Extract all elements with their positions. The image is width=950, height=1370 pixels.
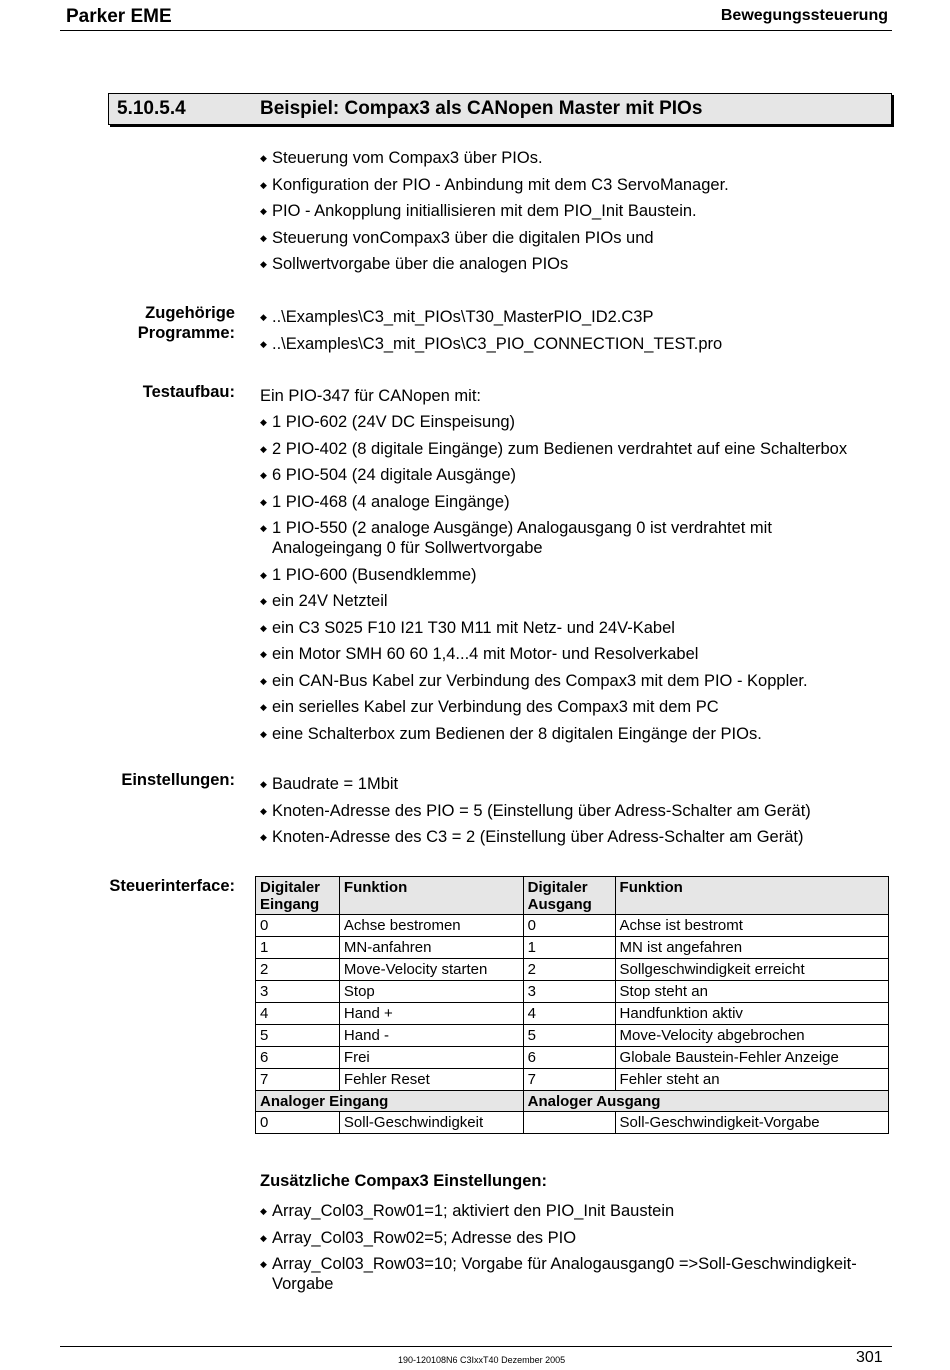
einstellungen-label: Einstellungen:: [121, 771, 235, 789]
list-item: ◆ Array_Col03_Row03=10; Vorgabe für Analogausgang0 =>Soll-Geschwindigkeit-Vorgabe: [260, 1255, 857, 1293]
diamond-bullet-icon: ◆: [260, 496, 267, 507]
section-heading: [108, 93, 892, 125]
diamond-bullet-icon: ◆: [260, 832, 267, 842]
list-item: ◆ Steuerung vom Compax3 über PIOs.: [260, 149, 543, 167]
list-item: ◆ 1 PIO-550 (2 analoge Ausgänge) Analogausgang 0 ist verdrahtet mit Analogeingang 0 für Sollwertvorgabe: [260, 519, 772, 557]
diamond-bullet-icon: ◆: [260, 470, 267, 480]
section-title: Beispiel: Compax3 als CANopen Master mit PIOs: [260, 98, 703, 119]
table-cell: [523, 1112, 615, 1134]
zusaetzliche-title: Zusätzliche Compax3 Einstellungen:: [260, 1172, 547, 1190]
table-cell: 3: [523, 981, 615, 1003]
table-cell: 0: [256, 1112, 340, 1134]
diamond-bullet-icon: ◆: [260, 702, 267, 712]
list-item: ◆ ein Motor SMH 60 60 1,4...4 mit Motor- und Resolverkabel: [260, 645, 699, 663]
col-function-output: Funktion: [615, 877, 888, 915]
diamond-bullet-icon: ◆: [260, 779, 267, 789]
table-cell: Frei: [339, 1047, 523, 1069]
table-row: [256, 1025, 889, 1047]
list-item: ◆ Array_Col03_Row01=1; aktiviert den PIO_Init Baustein: [260, 1202, 675, 1220]
diamond-bullet-icon: ◆: [260, 805, 267, 816]
table-cell: Sollgeschwindigkeit erreicht: [615, 959, 888, 981]
col-digital-input: Digitaler Eingang: [256, 877, 340, 915]
table-row: [256, 1112, 889, 1134]
table-cell: Move-Velocity abgebrochen: [615, 1025, 888, 1047]
diamond-bullet-icon: ◆: [260, 649, 267, 659]
subheader-analog-input: Analoger Eingang: [256, 1091, 524, 1112]
list-item: ◆ Knoten-Adresse des PIO = 5 (Einstellung über Adress-Schalter am Gerät): [260, 801, 811, 820]
table-cell: Hand +: [339, 1003, 523, 1025]
list-item: ◆ 1 PIO-602 (24V DC Einspeisung): [260, 413, 516, 431]
diamond-bullet-icon: ◆: [260, 338, 267, 349]
diamond-bullet-icon: ◆: [260, 417, 267, 427]
table-cell: Soll-Geschwindigkeit-Vorgabe: [615, 1112, 888, 1134]
diamond-bullet-icon: ◆: [260, 232, 267, 243]
steuerinterface-table: [255, 876, 889, 1134]
testaufbau-label: Testaufbau:: [142, 383, 235, 401]
subheader-analog-output: Analoger Ausgang: [523, 1091, 888, 1112]
header-divider: [60, 30, 892, 31]
table-cell: 5: [256, 1025, 340, 1047]
list-item: ◆ Baudrate = 1Mbit: [260, 775, 399, 793]
header-chapter: Bewegungssteuerung: [720, 7, 888, 24]
table-cell: 3: [256, 981, 340, 1003]
table-cell: 4: [256, 1003, 340, 1025]
diamond-bullet-icon: ◆: [260, 179, 267, 190]
table-cell: 7: [523, 1069, 615, 1091]
table-row: [256, 1047, 889, 1069]
list-item: ◆ Knoten-Adresse des C3 = 2 (Einstellung über Adress-Schalter am Gerät): [260, 828, 804, 846]
list-item: ◆ 2 PIO-402 (8 digitale Eingänge) zum Bedienen verdrahtet auf eine Schalterbox: [260, 439, 848, 458]
table-cell: 5: [523, 1025, 615, 1047]
diamond-bullet-icon: ◆: [260, 675, 267, 686]
diamond-bullet-icon: ◆: [260, 153, 267, 163]
table-cell: Stop steht an: [615, 981, 888, 1003]
table-cell: MN-anfahren: [339, 937, 523, 959]
table-row: [256, 1069, 889, 1091]
list-item: ◆ Array_Col03_Row02=5; Adresse des PIO: [260, 1228, 577, 1247]
table-cell: Hand -: [339, 1025, 523, 1047]
programs-list: [260, 307, 890, 360]
table-cell: 2: [523, 959, 615, 981]
list-item: ◆ 1 PIO-468 (4 analoge Eingänge): [260, 492, 510, 511]
table-cell: MN ist angefahren: [615, 937, 888, 959]
footer-doc-id: 190-120108N6 C3IxxT40 Dezember 2005: [398, 1355, 566, 1365]
zusaetzliche-list: [260, 1201, 890, 1301]
table-cell: 1: [256, 937, 340, 959]
table-row: [256, 937, 889, 959]
table-cell: Fehler steht an: [615, 1069, 888, 1091]
footer-divider: [60, 1346, 892, 1347]
testaufbau-list: [260, 412, 890, 750]
table-row: [256, 981, 889, 1003]
diamond-bullet-icon: ◆: [260, 206, 267, 216]
table-body: [256, 915, 889, 1134]
intro-list: [260, 148, 890, 281]
table-cell: 1: [523, 937, 615, 959]
table-cell: 7: [256, 1069, 340, 1091]
diamond-bullet-icon: ◆: [260, 259, 267, 269]
diamond-bullet-icon: ◆: [260, 1206, 267, 1216]
page-number: 301: [856, 1349, 883, 1366]
list-item: ◆ Sollwertvorgabe über die analogen PIOs: [260, 255, 569, 273]
diamond-bullet-icon: ◆: [260, 312, 267, 322]
table-cell: 0: [256, 915, 340, 937]
diamond-bullet-icon: ◆: [260, 1232, 267, 1243]
diamond-bullet-icon: ◆: [260, 1259, 267, 1269]
diamond-bullet-icon: ◆: [260, 443, 267, 454]
table-header-row: [256, 877, 889, 915]
col-digital-output: Digitaler Ausgang: [523, 877, 615, 915]
list-item: ◆ ein CAN-Bus Kabel zur Verbindung des Compax3 mit dem PIO - Koppler.: [260, 671, 808, 690]
table-cell: Achse bestromen: [339, 915, 523, 937]
table-cell: Achse ist bestromt: [615, 915, 888, 937]
table-cell: Handfunktion aktiv: [615, 1003, 888, 1025]
list-item: ◆ ein 24V Netzteil: [260, 592, 388, 610]
list-item: ◆ PIO - Ankopplung initiallisieren mit dem PIO_Init Baustein.: [260, 202, 697, 220]
list-item: ◆ ein C3 S025 F10 I21 T30 M11 mit Netz- und 24V-Kabel: [260, 618, 675, 637]
list-item: ◆ ..\Examples\C3_mit_PIOs\T30_MasterPIO_ID2.C3P: [260, 308, 654, 326]
table-cell: 6: [256, 1047, 340, 1069]
table-row: [256, 915, 889, 937]
list-item: ◆ ..\Examples\C3_mit_PIOs\C3_PIO_CONNECTION_TEST.pro: [260, 334, 723, 353]
table-cell: 6: [523, 1047, 615, 1069]
table-cell: Globale Baustein-Fehler Anzeige: [615, 1047, 888, 1069]
table-row: [256, 959, 889, 981]
section-number: 5.10.5.4: [117, 98, 186, 119]
list-item: ◆ Konfiguration der PIO - Anbindung mit dem C3 ServoManager.: [260, 175, 729, 194]
header-brand: Parker EME: [66, 6, 172, 27]
table-cell: 2: [256, 959, 340, 981]
list-item: ◆ 1 PIO-600 (Busendklemme): [260, 565, 477, 584]
list-item: ◆ ein serielles Kabel zur Verbindung des Compax3 mit dem PC: [260, 698, 719, 716]
diamond-bullet-icon: ◆: [260, 523, 267, 533]
table-cell: Soll-Geschwindigkeit: [339, 1112, 523, 1134]
testaufbau-lead: Ein PIO-347 für CANopen mit:: [260, 387, 482, 405]
table-cell: 4: [523, 1003, 615, 1025]
diamond-bullet-icon: ◆: [260, 596, 267, 606]
table-cell: 0: [523, 915, 615, 937]
diamond-bullet-icon: ◆: [260, 569, 267, 580]
col-function-input: Funktion: [339, 877, 523, 915]
steuerinterface-label: Steuerinterface:: [109, 877, 235, 895]
diamond-bullet-icon: ◆: [260, 728, 267, 739]
diamond-bullet-icon: ◆: [260, 622, 267, 633]
programs-label: Zugehörige Programme:: [137, 304, 235, 342]
table-cell: Fehler Reset: [339, 1069, 523, 1091]
table-subheader-row: [256, 1091, 889, 1112]
list-item: ◆ eine Schalterbox zum Bedienen der 8 digitalen Eingänge der PIOs.: [260, 724, 762, 743]
table-cell: Move-Velocity starten: [339, 959, 523, 981]
list-item: ◆ Steuerung vonCompax3 über die digitalen PIOs und: [260, 228, 654, 247]
table-cell: Stop: [339, 981, 523, 1003]
list-item: ◆ 6 PIO-504 (24 digitale Ausgänge): [260, 466, 516, 484]
einstellungen-list: [260, 774, 890, 854]
table-row: [256, 1003, 889, 1025]
